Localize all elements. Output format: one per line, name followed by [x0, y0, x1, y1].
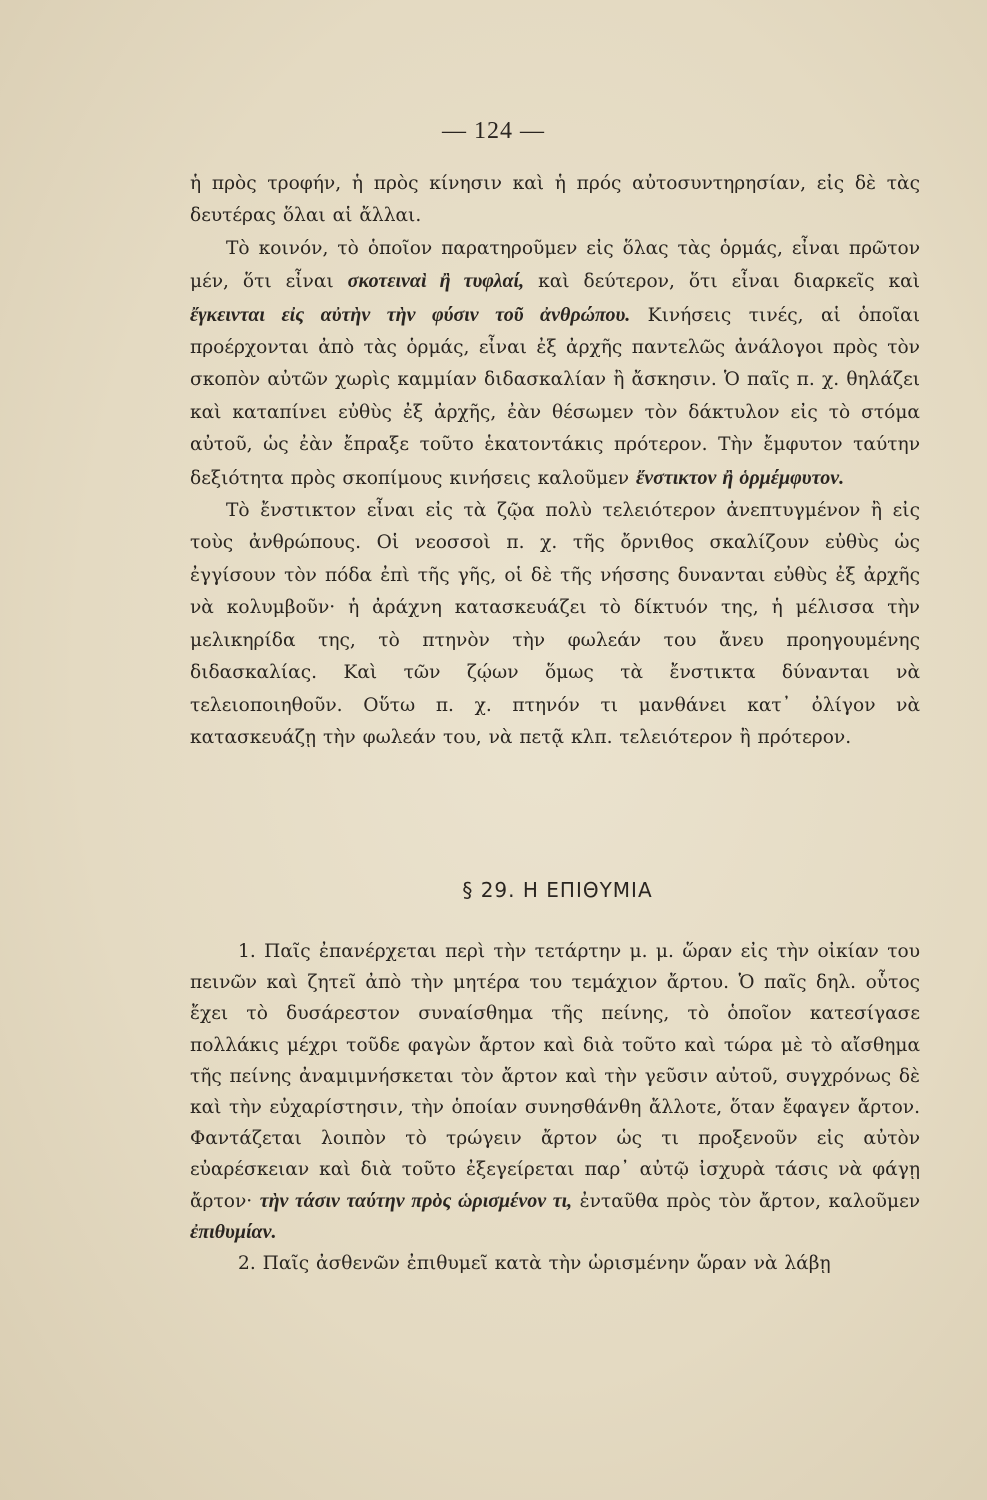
emphasis-instinct: ἔνστικτον ἢ ὁρμέμφυτον. [636, 466, 845, 489]
paragraph-text: ἐνταῦθα πρὸς τὸν ἄρτον, καλοῦμεν [572, 1190, 921, 1212]
emphasis-desire: ἐπιθυμίαν. [190, 1220, 277, 1243]
paragraph-instinct-animals [190, 495, 920, 754]
paragraph-impulses-common [190, 233, 920, 495]
upper-text-block [190, 168, 920, 754]
lower-text-block [190, 936, 920, 1279]
page-number: — 124 — [442, 118, 545, 144]
section-heading: § 29. Η ΕΠΙΘΥΜΙΑ [462, 878, 653, 902]
paragraph-text: ἡ πρὸς τροφήν, ἡ πρὸς κίνησιν καὶ ἡ πρός αὐτοσυντηρησίαν, εἰς δὲ τὰς δευτέρας ὅλαι αἱ ἄλλαι. [190, 173, 920, 227]
paragraph-text: Τὸ κοινόν, τὸ ὁποῖον παρατηροῦμεν εἰς ὅλας τὰς ὁρμάς, εἶναι πρῶτον μέν, ὅτι εἶναι [190, 237, 920, 293]
paragraph-text: 2. Παῖς ἀσθενῶν ἐπιθυμεῖ κατὰ τὴν ὡρισμένην ὥραν νὰ λάβῃ [238, 1253, 831, 1275]
paragraph-text: Τὸ ἔνστικτον εἶναι εἰς τὰ ζῷα πολὺ τελειότερον ἀνεπτυγμένον ἢ εἰς τοὺς ἀνθρώπους. Οἱ νεοσσοὶ π. χ. τῆς ὄρνιθος σκαλίζουν εὐθὺς ὡς ἐγγίσουν τὸν πόδα ἐπὶ τῆς γῆς, οἱ δὲ τῆς νήσσης δυνανται εὐθὺς ἐξ ἀρχῆς νὰ κολυμβοῦν· ἡ ἀράχνη κατασκευάζει τὸ δίκτυόν της, ἡ μέλισσα τὴν μελικηρίδα της, τὸ πτηνὸν τὴν φωλεάν του ἄνευ προηγουμένης διδασκαλίας. Καὶ τῶν ζῴων ὅμως τὰ ἔνστικτα δύνανται νὰ τελειοποιηθοῦν. Οὕτω π. χ. πτηνόν τι μανθάνει κατ᾽ ὀλίγον νὰ κατασκευάζῃ τὴν φωλεάν του, νὰ πετᾷ κλπ. τελειότερον ἢ πρότερον. [190, 500, 920, 748]
paragraph-numbered-2 [190, 1248, 920, 1279]
paragraph-text: 1. Παῖς ἐπανέρχεται περὶ τὴν τετάρτην μ. μ. ὥραν εἰς τὴν οἰκίαν του πεινῶν καὶ ζητεῖ ἀπὸ τὴν μητέρα του τεμάχιον ἄρτου. Ὁ παῖς δηλ. οὗτος ἔχει τὸ δυσάρεστον συναίσθημα τῆς πείνης, τὸ ὁποῖον κατεσίγασε πολλάκις μέχρι τοῦδε φαγὼν ἄρτον καὶ διὰ τοῦτο καὶ τώρα μὲ τὸ αἴσθημα τῆς πείνης ἀναμιμνήσκεται τὸν ἄρτον καὶ τὴν γεῦσιν αὐτοῦ, συγχρόνως δὲ καὶ τὴν εὐχαρίστησιν, τὴν ὁποίαν συνησθάνθη ἄλλοτε, ὅταν ἔφαγεν ἄρτον. Φαντάζεται λοιπὸν τὸ τρώγειν ἄρτον ὡς τι προξενοῦν εἰς αὐτὸν εὐαρέσκειαν καὶ διὰ τοῦτο ἐξεγείρεται παρ᾽ αὐτῷ ἰσχυρὰ τάσις νὰ φάγῃ ἄρτον· [190, 941, 920, 1212]
paragraph-numbered-1 [190, 936, 920, 1248]
paragraph-continuation [190, 168, 920, 233]
emphasis-dark-blind: σκοτειναὶ ἢ τυφλαί, [347, 270, 525, 293]
emphasis-tendency: τὴν τάσιν ταύτην πρὸς ὡρισμένον τι, [259, 1189, 573, 1212]
paragraph-text: καὶ δεύτερον, ὅτι εἶναι διαρκεῖς καὶ [524, 271, 920, 293]
emphasis-human-nature: ἔγκεινται εἰς αὐτὴν τὴν φύσιν τοῦ ἀνθρώπου. [190, 303, 631, 326]
paragraph-text: Κινήσεις τινές, αἱ ὁποῖαι προέρχονται ἀπὸ τὰς ὁρμάς, εἶναι ἐξ ἀρχῆς παντελῶς ἀνάλογοι πρὸς τὸν σκοπὸν αὐτῶν χωρὶς καμμίαν διδασκαλίαν ἢ ἄσκησιν. Ὁ παῖς π. χ. θηλάζει καὶ καταπίνει εὐθὺς ἐξ ἀρχῆς, ἐὰν θέσωμεν τὸν δάκτυλον εἰς τὸ στόμα αὐτοῦ, ὡς ἐὰν ἔπραξε τοῦτο ἑκατοντάκις πρότερον. Τὴν ἔμφυτον ταύτην δεξιότητα πρὸς σκοπίμους κινήσεις καλοῦμεν [190, 304, 920, 489]
